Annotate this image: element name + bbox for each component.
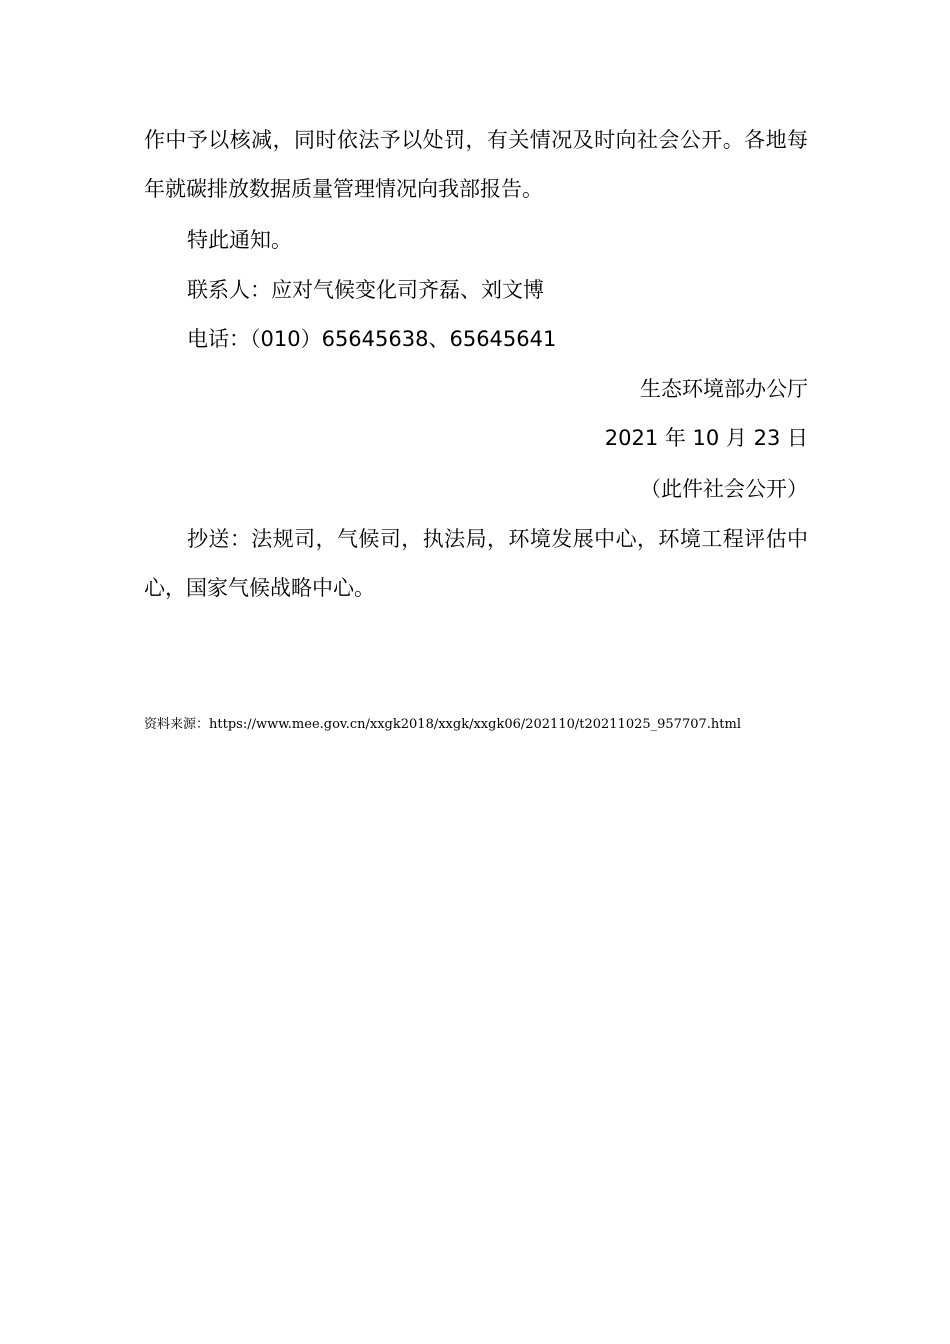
contact-person: 联系人：应对气候变化司齐磊、刘文博: [187, 278, 544, 302]
source-reference: 资料来源：https://www.mee.gov.cn/xxgk2018/xxgk/xxgk06/202110/t20211025_957707.html: [144, 717, 741, 732]
paragraph-line-2: 年就碳排放数据质量管理情况向我部报告。: [144, 177, 543, 201]
disclosure-note: （此件社会公开）: [640, 477, 808, 501]
issuer-name: 生态环境部办公厅: [640, 377, 808, 401]
contact-phone: 电话：（010）65645638、65645641: [187, 327, 557, 351]
closing-text: 特此通知。: [187, 228, 292, 252]
cc-line-2: 心，国家气候战略中心。: [144, 576, 375, 600]
issue-date: 2021 年 10 月 23 日: [604, 426, 808, 450]
cc-line-1: 抄送：法规司，气候司，执法局，环境发展中心，环境工程评估中: [187, 527, 808, 551]
paragraph-line-1: 作中予以核减，同时依法予以处罚，有关情况及时向社会公开。各地每: [144, 128, 808, 152]
